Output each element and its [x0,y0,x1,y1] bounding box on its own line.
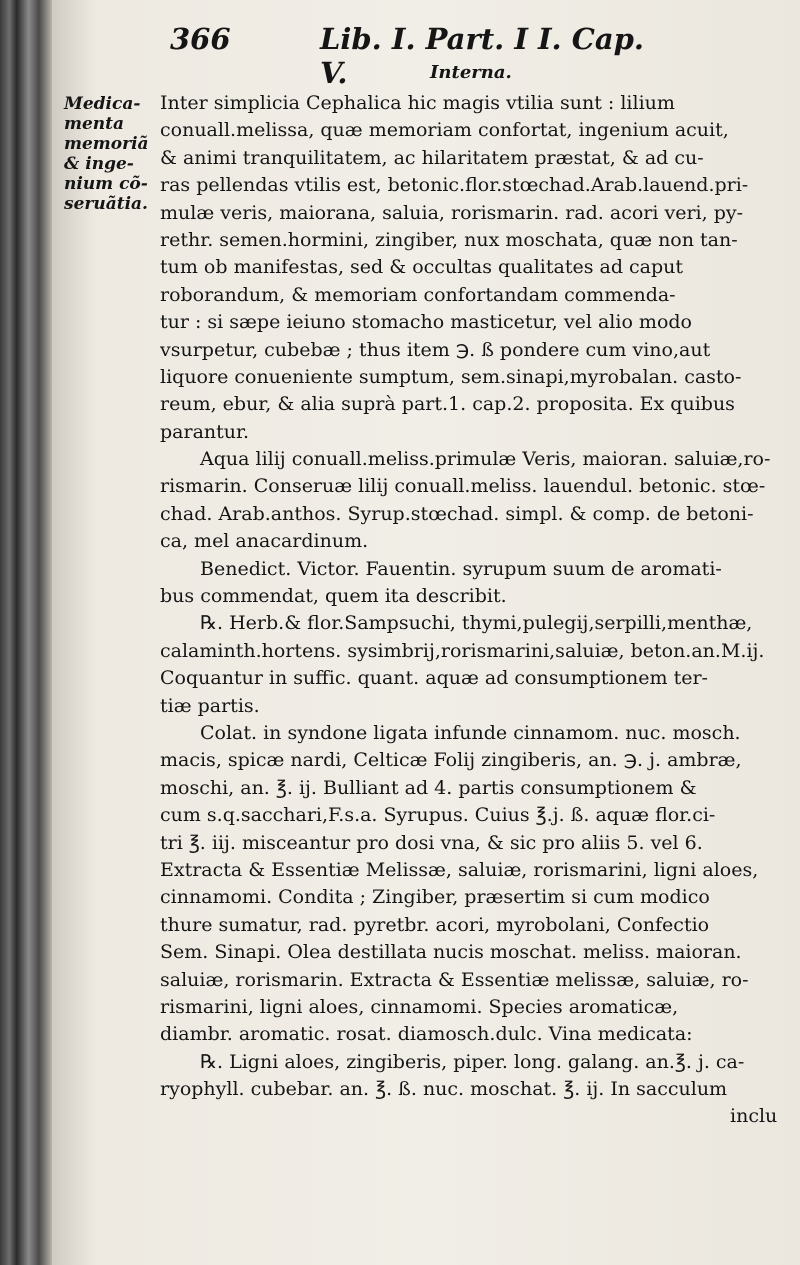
text-line: chad. Arab.anthos. Syrup.stœchad. simpl. & comp. de betoni- [160,502,754,525]
text-line: diambr. aromatic. rosat. diamosch.dulc. Vina medicata: [160,1023,693,1046]
margin-note [64,94,164,214]
text-line: Inter simplicia Cephalica hic magis vtilia sunt : lilium [160,92,675,114]
text-line: & animi tranquilitatem, ac hilaritatem præstat, & ad cu- [160,146,704,169]
text-line: thure sumatur, rad. pyretbr. acori, myrobolani, Confectio [160,913,710,936]
text-line: ℞. Ligni aloes, zingiberis, piper. long. galang. an.℥. j. ca- [200,1050,745,1073]
text-line: Colat. in syndone ligata infunde cinnamom. nuc. mosch. [200,721,741,744]
text-line: tiæ partis. [160,694,260,717]
text-line: mulæ veris, maiorana, saluia, rorismarin. rad. acori veri, py- [160,201,744,224]
margin-note-line: & inge- [64,154,134,174]
margin-note-line: nium cõ- [64,174,148,194]
text-line: tur : si sæpe ieiuno stomacho masticetur, vel alio modo [160,311,692,334]
text-line: ras pellendas vtilis est, betonic.flor.stœchad.Arab.lauend.pri- [160,174,749,197]
margin-note-line: menta [64,114,125,134]
margin-note-line: seruãtia. [64,194,148,214]
text-line: liquore conueniente sumptum, sem.sinapi,myrobalan. casto- [160,365,742,388]
text-line: roborandum, & memoriam confortandam commenda- [160,283,676,306]
text-line: tri ℥. iij. misceantur pro dosi vna, & sic pro aliis 5. vel 6. [160,831,703,854]
text-line: rismarin. Conseruæ lilij conuall.meliss. lauendul. betonic. stœ- [160,475,766,498]
text-line: Aqua lilij conuall.meliss.primulæ Veris, maioran. saluiæ,ro- [200,448,771,471]
running-head: Lib. I. Part. I I. Cap. V. [320,22,644,90]
text-line: rethr. semen.hormini, zingiber, nux moschata, quæ non tan- [160,228,738,251]
book-binding [0,0,52,1265]
text-line: reum, ebur, & alia suprà part.1. cap.2. proposita. Ex quibus [160,393,735,416]
text-line: cinnamomi. Condita ; Zingiber, præsertim si cum modico [160,886,710,909]
body-text [160,90,794,1131]
text-line: ca, mel anacardinum. [160,530,369,553]
text-line: macis, spicæ nardi, Celticæ Folij zingiberis, an. ℈. j. ambræ, [160,749,742,772]
text-line: Benedict. Victor. Fauentin. syrupum suum de aromati- [200,557,722,580]
text-line: ℞. Herb.& flor.Sampsuchi, thymi,pulegij,serpilli,menthæ, [200,612,753,635]
text-line: bus commendat, quem ita describit. [160,585,507,608]
text-line: rismarini, ligni aloes, cinnamomi. Species aromaticæ, [160,995,679,1018]
text-line: inclu [730,1105,778,1128]
text-line: Sem. Sinapi. Olea destillata nucis moschat. meliss. maioran. [160,941,742,964]
text-line: parantur. [160,420,250,443]
text-line: conuall.melissa, quæ memoriam confortat, ingenium acuit, [160,119,729,142]
margin-note-line: Medica- [64,94,141,114]
text-line: tum ob manifestas, sed & occultas qualitates ad caput [160,256,684,279]
text-line: Coquantur in suffic. quant. aquæ ad consumptionem ter- [160,667,708,690]
text-line: Extracta & Essentiæ Melissæ, saluiæ, rorismarini, ligni aloes, [160,858,759,881]
text-line: moschi, an. ℥. ij. Bulliant ad 4. partis consumptionem & [160,776,697,799]
text-line: ryophyll. cubebar. an. ℥. ß. nuc. moschat. ℥. ij. In sacculum [160,1078,728,1101]
text-line: calaminth.hortens. sysimbrij,rorismarini,saluiæ, beton.an.M.ij. [160,639,765,662]
text-line: cum s.q.sacchari,F.s.a. Syrupus. Cuius ℥.j. ß. aquæ flor.ci- [160,804,716,827]
text-line: saluiæ, rorismarin. Extracta & Essentiæ melissæ, saluiæ, ro- [160,968,749,991]
text-line: vsurpetur, cubebæ ; thus item ℈. ß pondere cum vino,aut [160,338,711,361]
margin-note-line: memoriã [64,134,149,154]
page-number: 366 [170,22,231,56]
section-title: Interna. [430,62,512,83]
